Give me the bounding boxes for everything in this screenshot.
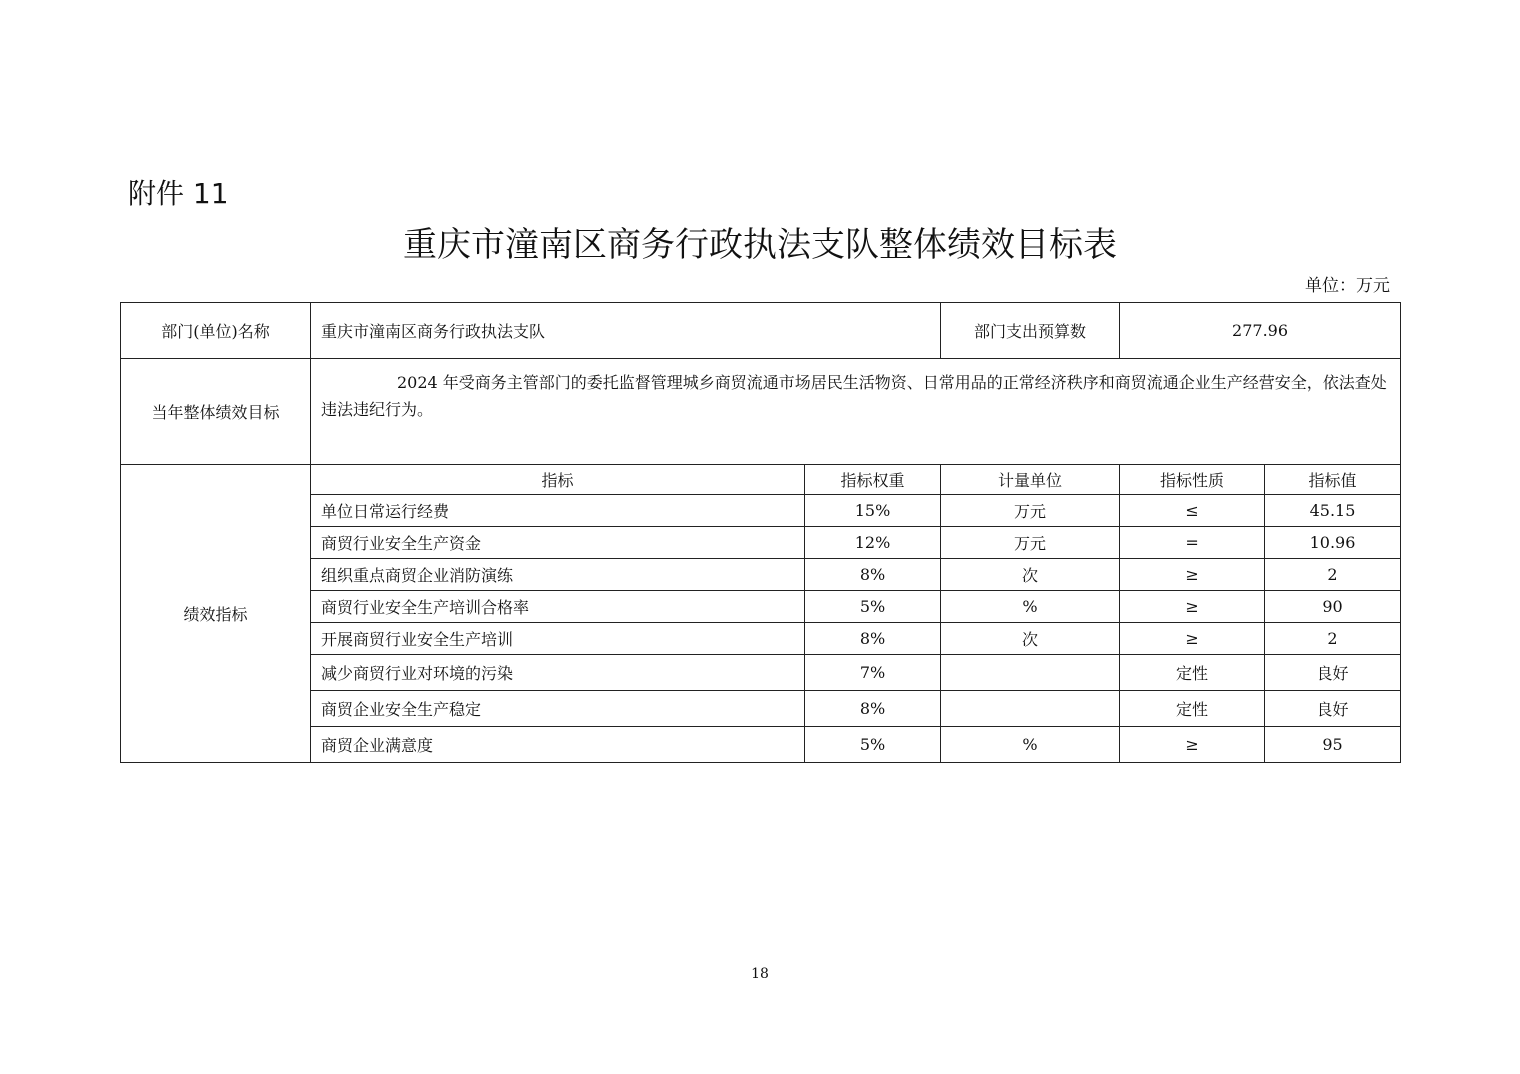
table-row xyxy=(121,727,1401,763)
indicator-unit: 万元 xyxy=(941,495,1120,527)
goal-cell xyxy=(311,359,1401,465)
indicator-nature: ≥ xyxy=(1120,591,1265,623)
indicators-section-label: 绩效指标 xyxy=(121,465,311,763)
indicator-weight: 15% xyxy=(805,495,941,527)
indicator-value: 10.96 xyxy=(1265,527,1401,559)
dept-name-value: 重庆市潼南区商务行政执法支队 xyxy=(311,303,941,359)
indicator-weight: 8% xyxy=(805,691,941,727)
indicator-nature: ≥ xyxy=(1120,623,1265,655)
page-title: 重庆市潼南区商务行政执法支队整体绩效目标表 xyxy=(403,225,1117,265)
indicator-unit: 万元 xyxy=(941,527,1120,559)
indicator-value: 90 xyxy=(1265,591,1401,623)
table-row xyxy=(121,527,1401,559)
indicator-nature: 定性 xyxy=(1120,691,1265,727)
table-row xyxy=(121,655,1401,691)
indicator-name: 商贸企业满意度 xyxy=(311,727,805,763)
indicator-unit: % xyxy=(941,727,1120,763)
indicator-weight: 12% xyxy=(805,527,941,559)
goal-text: 2024 年受商务主管部门的委托监督管理城乡商贸流通市场居民生活物资、日常用品的正常经济秩序和商贸流通企业生产经营安全，依法查处违法违纪行为。 xyxy=(321,373,1387,419)
unit-label: 单位：万元 xyxy=(1305,276,1390,296)
attachment-label: 附件 11 xyxy=(128,177,229,210)
indicator-value: 良好 xyxy=(1265,691,1401,727)
indicator-weight: 8% xyxy=(805,559,941,591)
indicator-name: 减少商贸行业对环境的污染 xyxy=(311,655,805,691)
table-row xyxy=(121,559,1401,591)
indicator-value: 95 xyxy=(1265,727,1401,763)
header-weight: 指标权重 xyxy=(805,465,941,495)
indicator-name: 商贸行业安全生产培训合格率 xyxy=(311,591,805,623)
goal-row xyxy=(121,359,1401,465)
indicator-name: 组织重点商贸企业消防演练 xyxy=(311,559,805,591)
indicator-nature: ≥ xyxy=(1120,559,1265,591)
indicator-unit: 次 xyxy=(941,559,1120,591)
table-row xyxy=(121,691,1401,727)
dept-info-row xyxy=(121,303,1401,359)
header-unit: 计量单位 xyxy=(941,465,1120,495)
table-row xyxy=(121,495,1401,527)
indicator-name: 商贸行业安全生产资金 xyxy=(311,527,805,559)
indicator-name: 单位日常运行经费 xyxy=(311,495,805,527)
indicator-nature: 定性 xyxy=(1120,655,1265,691)
header-indicator: 指标 xyxy=(311,465,805,495)
indicator-weight: 7% xyxy=(805,655,941,691)
indicator-value: 2 xyxy=(1265,559,1401,591)
header-nature: 指标性质 xyxy=(1120,465,1265,495)
header-value: 指标值 xyxy=(1265,465,1401,495)
indicator-weight: 5% xyxy=(805,591,941,623)
budget-label: 部门支出预算数 xyxy=(941,303,1120,359)
indicator-nature: ≤ xyxy=(1120,495,1265,527)
table-row xyxy=(121,591,1401,623)
indicator-value: 45.15 xyxy=(1265,495,1401,527)
indicator-header-row xyxy=(121,465,1401,495)
budget-value: 277.96 xyxy=(1120,303,1401,359)
indicator-nature: ≥ xyxy=(1120,727,1265,763)
indicator-nature: = xyxy=(1120,527,1265,559)
page-number: 18 xyxy=(751,966,769,982)
performance-target-table xyxy=(120,302,1401,763)
indicator-weight: 8% xyxy=(805,623,941,655)
indicator-value: 良好 xyxy=(1265,655,1401,691)
dept-name-label: 部门(单位)名称 xyxy=(121,303,311,359)
indicator-unit: % xyxy=(941,591,1120,623)
goal-label: 当年整体绩效目标 xyxy=(121,359,311,465)
indicator-unit: 次 xyxy=(941,623,1120,655)
indicator-weight: 5% xyxy=(805,727,941,763)
table-row xyxy=(121,623,1401,655)
indicator-unit xyxy=(941,655,1120,691)
indicator-value: 2 xyxy=(1265,623,1401,655)
indicator-name: 商贸企业安全生产稳定 xyxy=(311,691,805,727)
indicator-name: 开展商贸行业安全生产培训 xyxy=(311,623,805,655)
indicator-unit xyxy=(941,691,1120,727)
